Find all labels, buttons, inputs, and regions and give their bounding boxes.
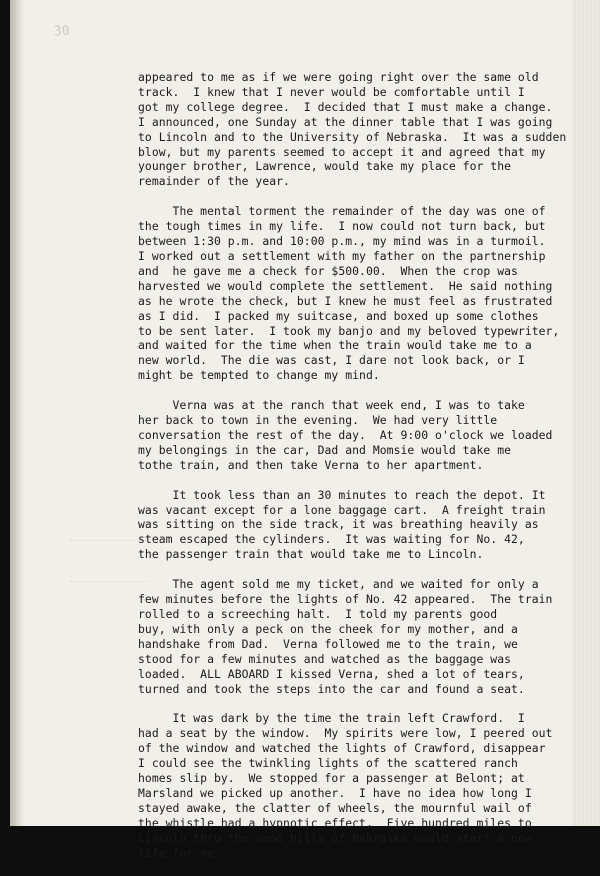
text-line: I could see the twinkling lights of the scattered ranch	[138, 756, 518, 771]
text-line: conversation the rest of the day. At 9:00 o'clock we loaded	[138, 427, 553, 442]
text-line: new world. The die was cast, I dare not look back, or I	[138, 353, 525, 368]
text-line: had a seat by the window. My spirits were low, I peered out	[138, 726, 553, 741]
text-line: between 1:30 p.m. and 10:00 p.m., my mind was in a turmoil.	[138, 234, 546, 249]
paragraph-2	[138, 204, 600, 383]
paragraph-5	[138, 577, 600, 696]
text-line: the whistle had a hypnotic effect, Five hundred miles to	[138, 815, 532, 830]
text-line: as I did. I packed my suitcase, and boxed up some clothes	[138, 308, 539, 323]
text-line: turned and took the steps into the car and found a seat.	[138, 681, 525, 696]
body-text	[138, 70, 600, 876]
text-line: handshake from Dad. Verna followed me to the train, we	[138, 636, 518, 651]
text-line: Verna was at the ranch that week end, I was to take	[138, 398, 525, 413]
text-line: was sitting on the side track, it was breathing heavily as	[138, 517, 539, 532]
text-line: got my college degree. I decided that I must make a change.	[138, 99, 553, 114]
text-line: The agent sold me my ticket, and we waited for only a	[138, 577, 539, 592]
text-line: and he gave me a check for $500.00. When the crop was	[138, 263, 518, 278]
text-line: homes slip by. We stopped for a passenger at Belont; at	[138, 771, 525, 786]
paragraph-3	[138, 398, 600, 473]
document-page	[10, 0, 600, 860]
text-line: might be tempted to change my mind.	[138, 368, 380, 383]
text-line: life for me.	[138, 845, 221, 860]
text-line: appeared to me as if we were going right over the same old	[138, 70, 539, 84]
text-line: stayed awake, the clatter of wheels, the mournful wail of	[138, 800, 532, 815]
page-number: 30	[53, 23, 71, 40]
text-line: stood for a few minutes and watched as the baggage was	[138, 651, 512, 666]
text-line: few minutes before the lights of No. 42 appeared. The train	[138, 592, 553, 607]
text-line: I announced, one Sunday at the dinner table that I was going	[138, 114, 553, 129]
text-line: I worked out a settlement with my father on the partnership	[138, 248, 546, 263]
text-line: steam escaped the cylinders. It was waiting for No. 42,	[138, 532, 525, 547]
text-line: the tough times in my life. I now could not turn back, but	[138, 219, 546, 234]
text-line: It was dark by the time the train left Crawford. I	[138, 711, 525, 726]
paragraph-4	[138, 488, 600, 563]
text-line: blow, but my parents seemed to accept it and agreed that my	[138, 144, 546, 159]
paragraph-1	[138, 70, 600, 189]
text-line: was vacant except for a lone baggage cart. A freight train	[138, 502, 546, 517]
text-line: as he wrote the check, but I knew he must feel as frustrated	[138, 293, 553, 308]
text-line: track. I knew that I never would be comfortable until I	[138, 84, 525, 99]
text-line: remainder of the year.	[138, 174, 290, 189]
text-line: her back to town in the evening. We had very little	[138, 413, 498, 428]
text-line: tothe train, and then take Verna to her apartment.	[138, 457, 484, 472]
text-line: buy, with only a peck on the cheek for my mother, and a	[138, 621, 518, 636]
text-line: and waited for the time when the train would take me to a	[138, 338, 532, 353]
text-line: my belongings in the car, Dad and Momsie would take me	[138, 442, 512, 457]
text-line: the passenger train that would take me to Lincoln.	[138, 547, 484, 562]
text-line: loaded. ALL ABOARD I kissed Verna, shed a lot of tears,	[138, 666, 525, 681]
text-line: younger brother, Lawrence, would take my place for the	[138, 159, 512, 174]
text-line: of the window and watched the lights of Crawford, disappear	[138, 741, 546, 756]
text-line: harvested we would complete the settlement. He said nothing	[138, 278, 553, 293]
text-line: rolled to a screeching halt. I told my parents good	[138, 607, 498, 621]
paragraph-6	[138, 711, 600, 860]
text-line: Lincoln thru the sand hills of Nebraska would start a new	[138, 830, 532, 845]
text-line: The mental torment the remainder of the day was one of	[138, 204, 546, 219]
text-line: It took less than an 30 minutes to reach the depot. It	[138, 487, 546, 502]
text-line: to Lincoln and to the University of Nebraska. It was a sudden	[138, 129, 567, 144]
text-line: to be sent later. I took my banjo and my beloved typewriter,	[138, 323, 560, 338]
binding-gutter	[10, 0, 24, 826]
text-line: Marsland we picked up another. I have no idea how long I	[138, 785, 532, 800]
